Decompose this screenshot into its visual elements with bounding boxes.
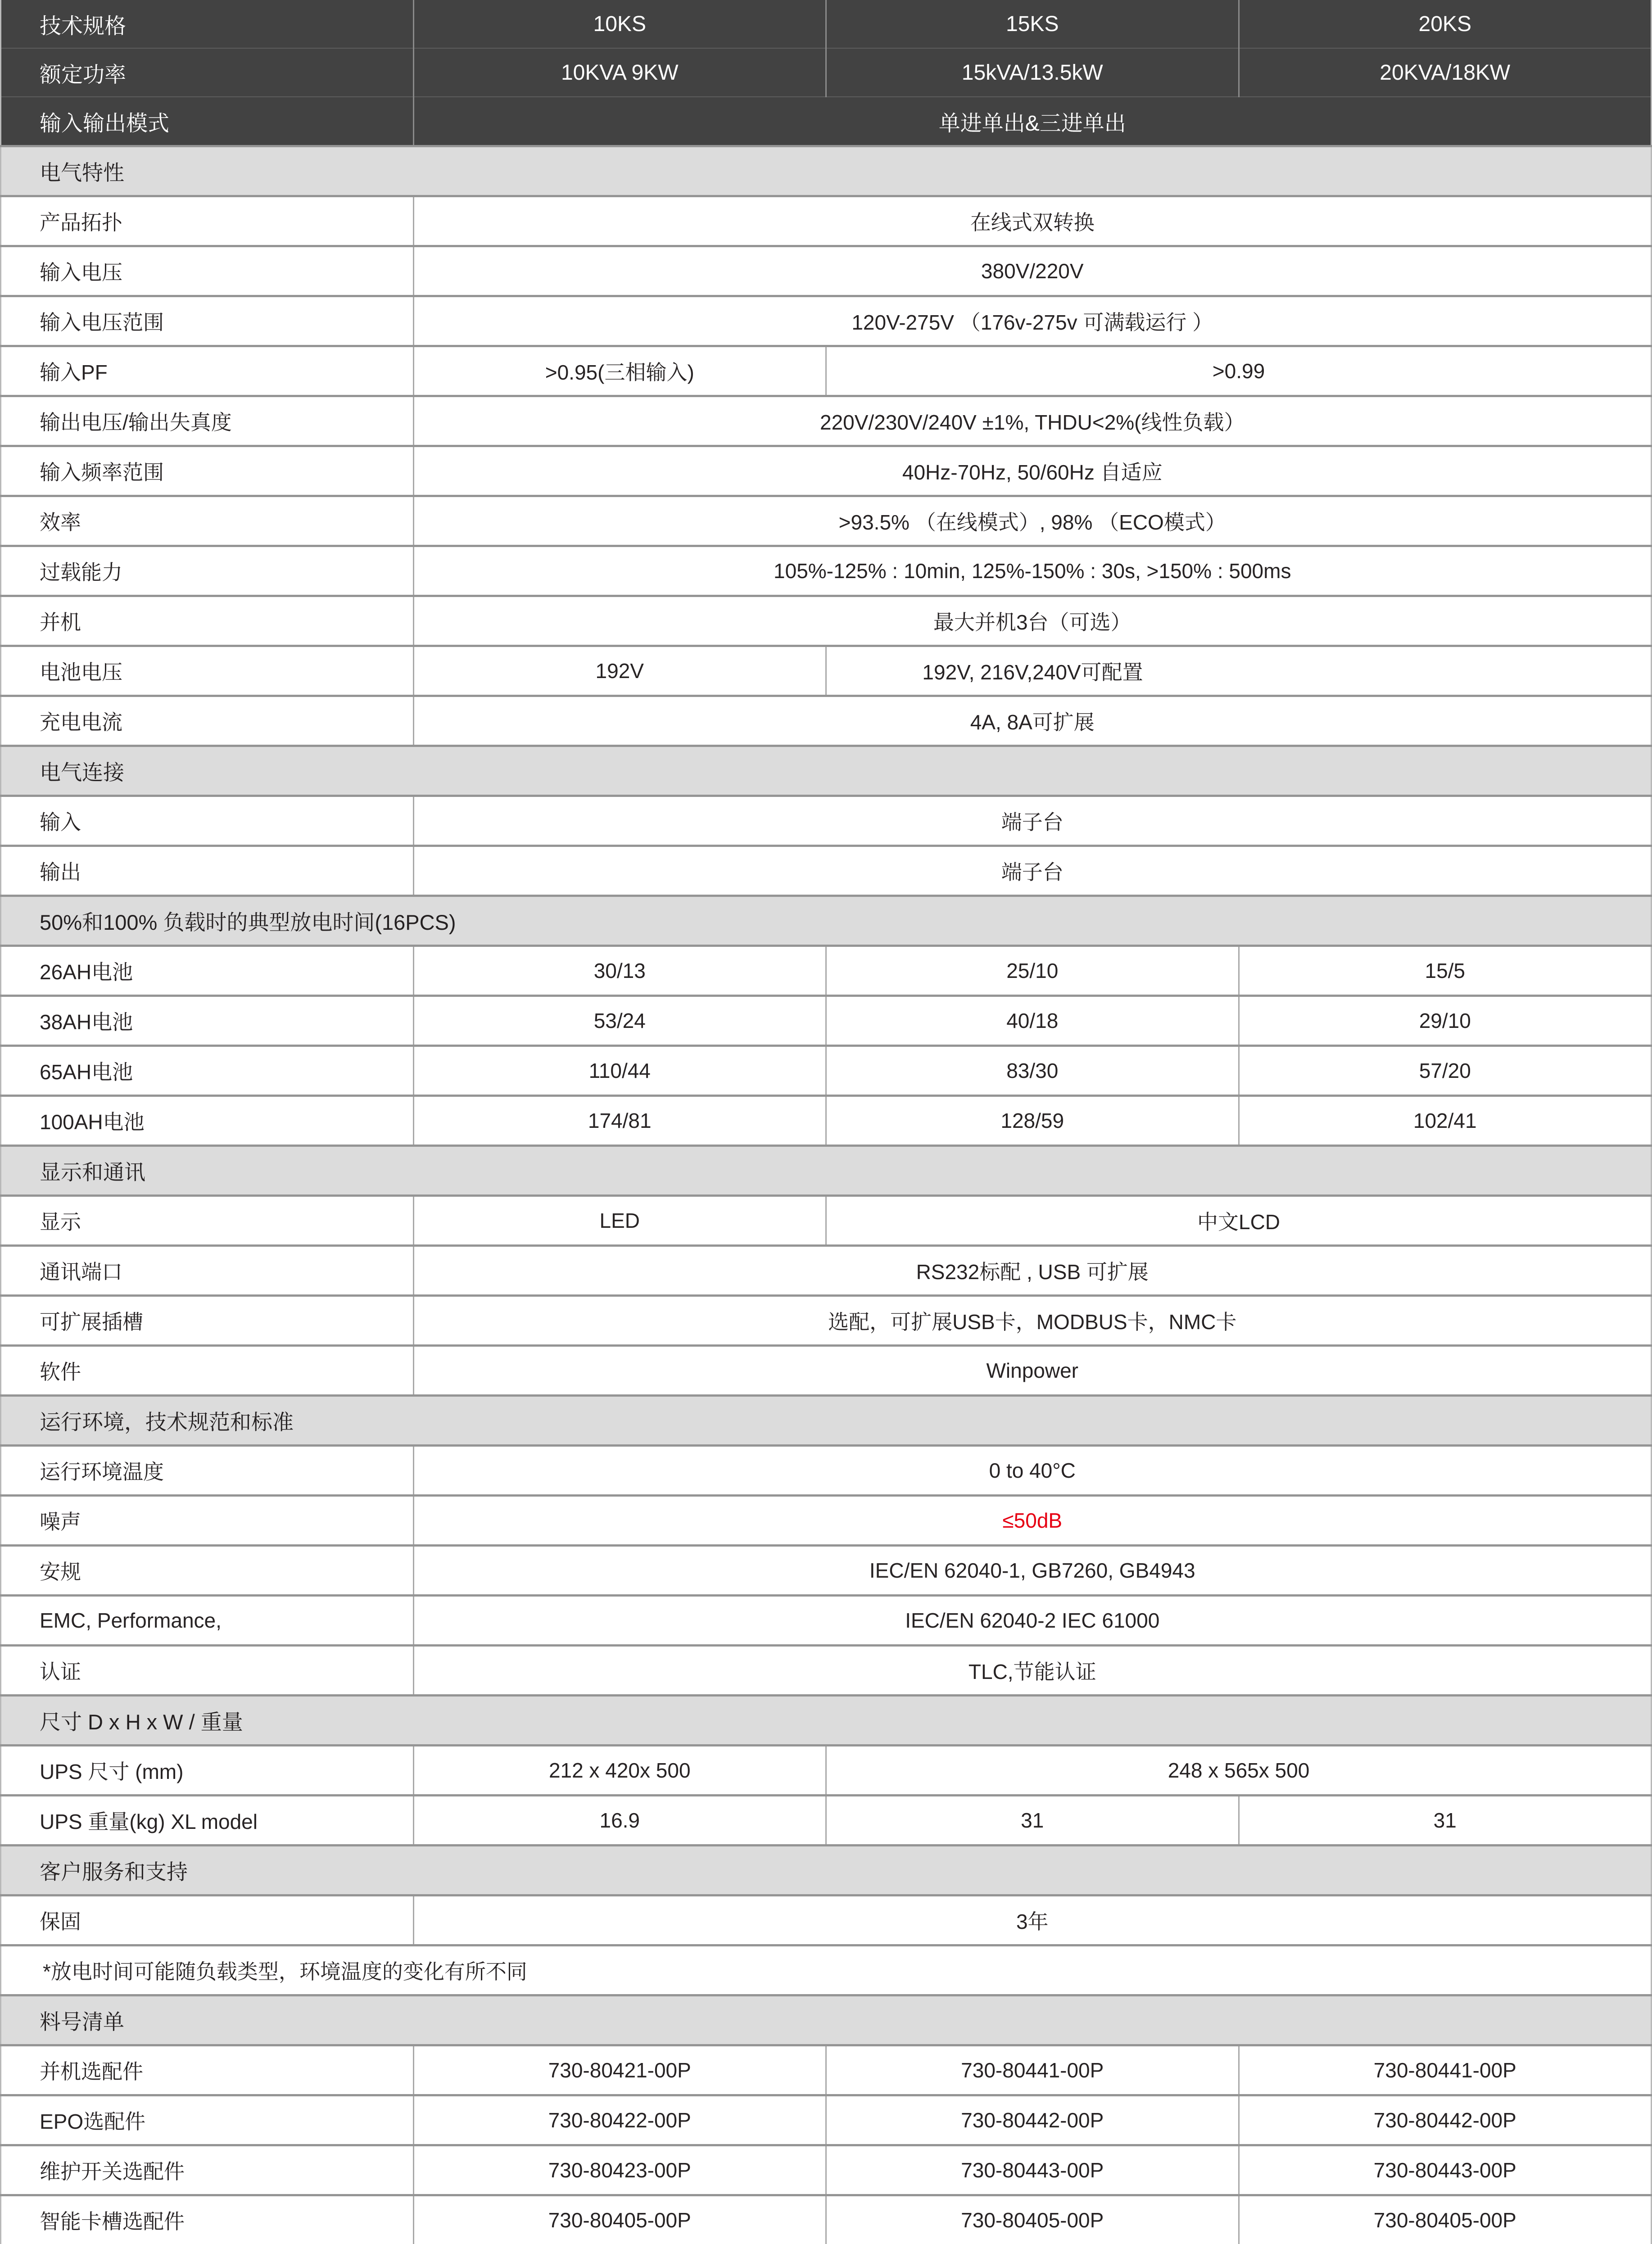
row-certification: [1, 1646, 1652, 1696]
row-label: 软件: [1, 1346, 414, 1396]
cell-value: 192V: [413, 646, 826, 696]
cell-value: 57/20: [1239, 1046, 1652, 1096]
row-label: 输入电压: [1, 246, 414, 296]
cell-value: 16.9: [413, 1796, 826, 1846]
section-title: 显示和通讯: [1, 1146, 1652, 1196]
row-overload: [1, 546, 1652, 596]
cell-value: 20KS: [1239, 0, 1652, 48]
cell-value: 0 to 40°C: [413, 1446, 1652, 1496]
section-title: 电气特性: [1, 146, 1652, 196]
cell-value: 40/18: [826, 996, 1239, 1046]
cell-value: LED: [413, 1196, 826, 1246]
cell-value: 105%-125% : 10min, 125%-150% : 30s, >150% : 500ms: [413, 546, 1652, 596]
row-emc: [1, 1596, 1652, 1646]
section-title: 客户服务和支持: [1, 1846, 1652, 1896]
row-label: 输入: [1, 796, 414, 846]
cell-value: RS232标配 , USB 可扩展: [413, 1246, 1652, 1296]
cell-value: 29/10: [1239, 996, 1652, 1046]
row-label: 额定功率: [1, 48, 414, 97]
row-battery-100ah: [1, 1096, 1652, 1146]
row-output-voltage-thd: [1, 396, 1652, 446]
row-label: EPO选配件: [1, 2095, 414, 2145]
cell-value: >0.99: [826, 346, 1652, 396]
row-noise: [1, 1496, 1652, 1546]
row-battery-voltage: [1, 646, 1652, 696]
section-dimensions-weight: [1, 1696, 1652, 1746]
cell-value: 730-80443-00P: [826, 2145, 1239, 2195]
cell-value: 220V/230V/240V ±1%, THDU<2%(线性负载）: [413, 396, 1652, 446]
cell-value: 端子台: [413, 796, 1652, 846]
cell-value: 20KVA/18KW: [1239, 48, 1652, 97]
section-title: 料号清单: [1, 1995, 1652, 2045]
section-customer-service: [1, 1846, 1652, 1896]
row-battery-38ah: [1, 996, 1652, 1046]
row-label: UPS 尺寸 (mm): [1, 1746, 414, 1796]
cell-value: 730-80441-00P: [826, 2045, 1239, 2095]
footnote-text: *放电时间可能随负载类型，环境温度的变化有所不同: [1, 1945, 1652, 1995]
section-title: 尺寸 D x H x W / 重量: [1, 1696, 1652, 1746]
row-label: 65AH电池: [1, 1046, 414, 1096]
row-label: 显示: [1, 1196, 414, 1246]
cell-value: >0.95(三相输入): [413, 346, 826, 396]
row-topology: [1, 196, 1652, 246]
row-tech-spec-header: [1, 0, 1652, 48]
cell-value: 730-80442-00P: [1239, 2095, 1652, 2145]
cell-value: IEC/EN 62040-2 IEC 61000: [413, 1596, 1652, 1646]
row-label: 输入PF: [1, 346, 414, 396]
row-label: 充电电流: [1, 696, 414, 746]
row-input-voltage: [1, 246, 1652, 296]
cell-value: TLC,节能认证: [413, 1646, 1652, 1696]
row-smart-slot-option: [1, 2195, 1652, 2244]
section-display-communication: [1, 1146, 1652, 1196]
cell-value: 31: [1239, 1796, 1652, 1846]
cell-value: 174/81: [413, 1096, 826, 1146]
row-conn-output: [1, 846, 1652, 896]
cell-value: 730-80405-00P: [1239, 2195, 1652, 2244]
row-label: EMC, Performance,: [1, 1596, 414, 1646]
row-label: 输出电压/输出失真度: [1, 396, 414, 446]
row-ups-weight: [1, 1796, 1652, 1846]
cell-value: 在线式双转换: [413, 196, 1652, 246]
row-charge-current: [1, 696, 1652, 746]
cell-value: >93.5% （在线模式）, 98% （ECO模式）: [413, 496, 1652, 546]
row-comm-port: [1, 1246, 1652, 1296]
section-title: 电气连接: [1, 746, 1652, 796]
row-input-freq-range: [1, 446, 1652, 496]
row-parallel: [1, 596, 1652, 646]
row-label: 并机: [1, 596, 414, 646]
cell-value: ≤50dB: [413, 1496, 1652, 1546]
cell-value: 最大并机3台（可选）: [413, 596, 1652, 646]
section-discharge-time: [1, 896, 1652, 946]
row-operating-temp: [1, 1446, 1652, 1496]
section-part-numbers: [1, 1995, 1652, 2045]
section-electrical-characteristics: [1, 146, 1652, 196]
cell-value: 730-80422-00P: [413, 2095, 826, 2145]
row-label: 认证: [1, 1646, 414, 1696]
row-label: 38AH电池: [1, 996, 414, 1046]
row-label: 通讯端口: [1, 1246, 414, 1296]
cell-value: IEC/EN 62040-1, GB7260, GB4943: [413, 1546, 1652, 1596]
section-title: 运行环境，技术规范和标准: [1, 1396, 1652, 1446]
cell-value: 730-80421-00P: [413, 2045, 826, 2095]
cell-value: 120V-275V （176v-275v 可满载运行 ）: [413, 296, 1652, 346]
row-label: 技术规格: [1, 0, 414, 48]
spec-table-body: [1, 0, 1652, 2244]
cell-value: 4A, 8A可扩展: [413, 696, 1652, 746]
row-label: 保固: [1, 1896, 414, 1945]
cell-value: 730-80405-00P: [413, 2195, 826, 2244]
row-footnote: [1, 1945, 1652, 1995]
section-environment-standards: [1, 1396, 1652, 1446]
cell-value: 380V/220V: [413, 246, 1652, 296]
cell-value: 31: [826, 1796, 1239, 1846]
cell-value: 10KS: [413, 0, 826, 48]
row-maintenance-switch-option: [1, 2145, 1652, 2195]
row-expansion-slot: [1, 1296, 1652, 1346]
row-label: 智能卡槽选配件: [1, 2195, 414, 2244]
row-label: 产品拓扑: [1, 196, 414, 246]
row-battery-26ah: [1, 946, 1652, 996]
row-io-mode: [1, 97, 1652, 146]
row-label: 安规: [1, 1546, 414, 1596]
row-label: 并机选配件: [1, 2045, 414, 2095]
cell-value: 30/13: [413, 946, 826, 996]
cell-value: 10KVA 9KW: [413, 48, 826, 97]
cell-value: 15/5: [1239, 946, 1652, 996]
cell-value: 730-80423-00P: [413, 2145, 826, 2195]
cell-value: 53/24: [413, 996, 826, 1046]
cell-value: 102/41: [1239, 1096, 1652, 1146]
row-label: 维护开关选配件: [1, 2145, 414, 2195]
cell-value: 中文LCD: [826, 1196, 1652, 1246]
row-battery-65ah: [1, 1046, 1652, 1096]
cell-value: 选配，可扩展USB卡，MODBUS卡，NMC卡: [413, 1296, 1652, 1346]
row-ups-dimensions: [1, 1746, 1652, 1796]
row-label: 输入输出模式: [1, 97, 414, 146]
row-safety: [1, 1546, 1652, 1596]
section-title: 50%和100% 负载时的典型放电时间(16PCS): [1, 896, 1652, 946]
cell-value: 3年: [413, 1896, 1652, 1945]
cell-value: 110/44: [413, 1046, 826, 1096]
row-display: [1, 1196, 1652, 1246]
cell-value: 单进单出&三进单出: [413, 97, 1652, 146]
cell-value: 40Hz-70Hz, 50/60Hz 自适应: [413, 446, 1652, 496]
row-label: 26AH电池: [1, 946, 414, 996]
cell-value: 15KS: [826, 0, 1239, 48]
row-label: UPS 重量(kg) XL model: [1, 1796, 414, 1846]
cell-value: 730-80441-00P: [1239, 2045, 1652, 2095]
row-conn-input: [1, 796, 1652, 846]
row-parallel-option: [1, 2045, 1652, 2095]
row-label: 100AH电池: [1, 1096, 414, 1146]
row-input-voltage-range: [1, 296, 1652, 346]
cell-value: 128/59: [826, 1096, 1239, 1146]
row-label: 电池电压: [1, 646, 414, 696]
row-input-pf: [1, 346, 1652, 396]
row-label: 运行环境温度: [1, 1446, 414, 1496]
cell-value: 212 x 420x 500: [413, 1746, 826, 1796]
row-label: 过载能力: [1, 546, 414, 596]
cell-value: [826, 646, 1652, 696]
cell-value: Winpower: [413, 1346, 1652, 1396]
cell-value: 730-80443-00P: [1239, 2145, 1652, 2195]
section-electrical-connection: [1, 746, 1652, 796]
cell-value: 25/10: [826, 946, 1239, 996]
row-warranty: [1, 1896, 1652, 1945]
row-epo-option: [1, 2095, 1652, 2145]
row-label: 噪声: [1, 1496, 414, 1546]
cell-value: 730-80442-00P: [826, 2095, 1239, 2145]
row-label: 效率: [1, 496, 414, 546]
row-label: 输入电压范围: [1, 296, 414, 346]
cell-value: 730-80405-00P: [826, 2195, 1239, 2244]
row-rated-power: [1, 48, 1652, 97]
row-efficiency: [1, 496, 1652, 546]
row-label: 输入频率范围: [1, 446, 414, 496]
cell-value: 端子台: [413, 846, 1652, 896]
cell-value: 248 x 565x 500: [826, 1746, 1652, 1796]
row-label: 输出: [1, 846, 414, 896]
cell-value: 83/30: [826, 1046, 1239, 1096]
cell-value: 192V, 216V,240V可配置: [827, 656, 1239, 686]
cell-value: 15kVA/13.5kW: [826, 48, 1239, 97]
row-label: 可扩展插槽: [1, 1296, 414, 1346]
row-software: [1, 1346, 1652, 1396]
